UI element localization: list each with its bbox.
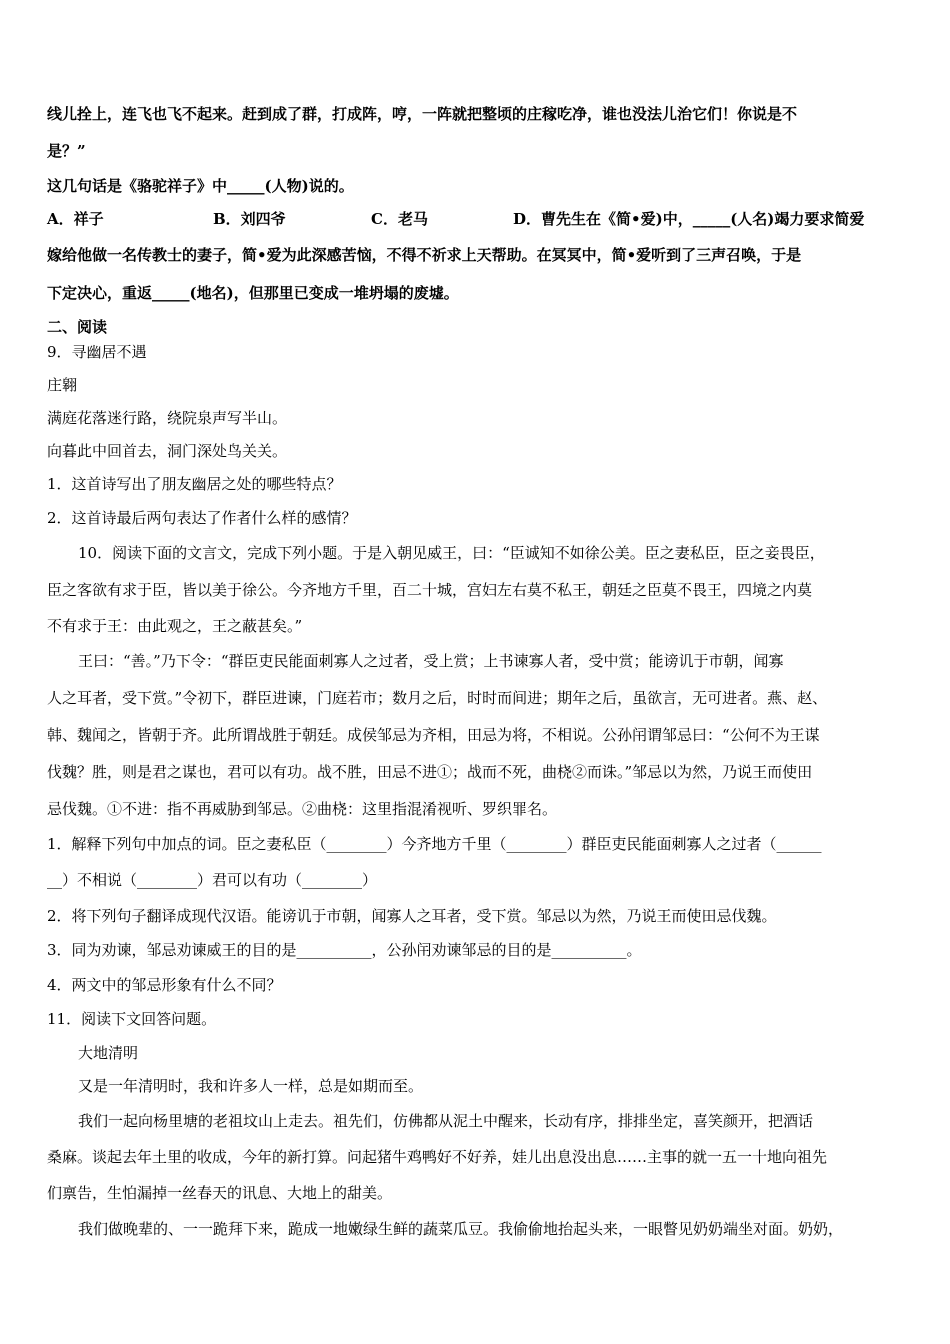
sub-question: 1．这首诗写出了朋友幽居之处的哪些特点？ — [47, 475, 342, 493]
passage-line: 嫁给他做一名传教士的妻子，简•爱为此深感苦恼，不得不祈求上天帮助。在冥冥中，简•爱听到了三声召唤，于是 — [47, 246, 802, 264]
passage-line: 下定决心，重返_____(地名)，但那里已变成一堆坍塌的废墟。 — [47, 284, 459, 302]
passage-line: 我们一起向杨里塘的老祖坟山上走去。祖先们，仿佛都从泥土中醒来，长动有序，排排坐定，喜笑颜开，把酒话 — [78, 1112, 814, 1130]
passage-line: 我们做晚辈的、一一跪拜下来，跪成一地嫩绿生鲜的蔬菜瓜豆。我偷偷地抬起头来，一眼瞥见奶奶端坐对面。奶奶， — [78, 1220, 844, 1238]
question-text: 10．阅读下面的文言文，完成下列小题。于是入朝见威王，曰：“臣诚知不如徐公美。臣之妻私臣，臣之妾畏臣， — [78, 544, 825, 562]
passage-line: 不有求于王：由此观之，王之蔽甚矣。” — [47, 617, 303, 635]
sub-question: 3．同为劝谏，邹忌劝谏威王的目的是__________，公孙闬劝谏邹忌的目的是__________。 — [47, 941, 642, 959]
question-title: 9．寻幽居不遇 — [47, 343, 147, 361]
section-heading: 二、阅读 — [47, 318, 108, 336]
poem-author: 庄翱 — [47, 376, 78, 394]
poem-line: 满庭花落迷行路，绕院泉声写半山。 — [47, 409, 288, 427]
sub-question: 2．这首诗最后两句表达了作者什么样的感情？ — [47, 509, 357, 527]
option-d: D．曹先生在《简•爱)中，_____(人名)竭力要求简爱 — [513, 210, 865, 228]
passage-line: 韩、魏闻之，皆朝于齐。此所谓战胜于朝廷。成侯邹忌为齐相，田忌为将，不相说。公孙闬谓邹忌曰：“公何不为王谋 — [47, 726, 820, 744]
options-row — [47, 209, 864, 229]
essay-title: 大地清明 — [78, 1044, 139, 1062]
option-b: B．刘四爷 — [213, 210, 286, 228]
passage-line: 人之耳者，受下赏。”令初下，群臣进谏，门庭若市；数月之后，时时而间进；期年之后，虽欲言，无可进者。燕、赵、 — [47, 689, 828, 707]
passage-line: 王曰：“善。”乃下令：“群臣吏民能面刺寡人之过者，受上赏；上书谏寡人者，受中赏；能谤讥于市朝，闻寡 — [78, 652, 784, 670]
passage-line: 是？” — [47, 142, 86, 160]
sub-question: __）不相说（________）君可以有功（________） — [47, 871, 378, 889]
passage-line: 又是一年清明时，我和许多人一样，总是如期而至。 — [78, 1077, 424, 1095]
poem-line: 向暮此中回首去，洞门深处鸟关关。 — [47, 442, 288, 460]
passage-line: 们禀告，生怕漏掉一丝春天的讯息、大地上的甜美。 — [47, 1184, 393, 1202]
sub-question: 1．解释下列句中加点的词。臣之妻私臣（________）今齐地方千里（________）群臣吏民能面刺寡人之过者（______ — [47, 835, 822, 853]
sub-question: 2．将下列句子翻译成现代汉语。能谤讥于市朝，闻寡人之耳者，受下赏。邹忌以为然，乃说王而使田忌伐魏。 — [47, 907, 777, 925]
option-a: A．祥子 — [47, 210, 104, 228]
passage-line: 伐魏？胜，则是君之谋也，君可以有功。战不胜，田忌不进①；战而不死，曲桡②而诛。”邹忌以为然，乃说王而使田 — [47, 763, 813, 781]
question-text: 这几句话是《骆驼祥子》中_____(人物)说的。 — [47, 177, 354, 195]
sub-question: 4．两文中的邹忌形象有什么不同？ — [47, 976, 282, 994]
question-title: 11．阅读下文回答问题。 — [47, 1010, 217, 1028]
option-c: C．老马 — [371, 210, 428, 228]
passage-line: 忌伐魏。①不进：指不再威胁到邹忌。②曲桡：这里指混淆视听、罗织罪名。 — [47, 800, 558, 818]
passage-line: 臣之客欲有求于臣，皆以美于徐公。今齐地方千里，百二十城，宫妇左右莫不私王，朝廷之臣莫不畏王，四境之内莫 — [47, 581, 813, 599]
passage-line: 线儿拴上，连飞也飞不起来。赶到成了群，打成阵，哼，一阵就把整顷的庄稼吃净，谁也没法儿治它们！你说是不 — [47, 105, 798, 123]
passage-line: 桑麻。谈起去年土里的收成，今年的新打算。问起猪牛鸡鸭好不好养，娃儿出息没出息……主事的就一五一十地向祖先 — [47, 1148, 828, 1166]
